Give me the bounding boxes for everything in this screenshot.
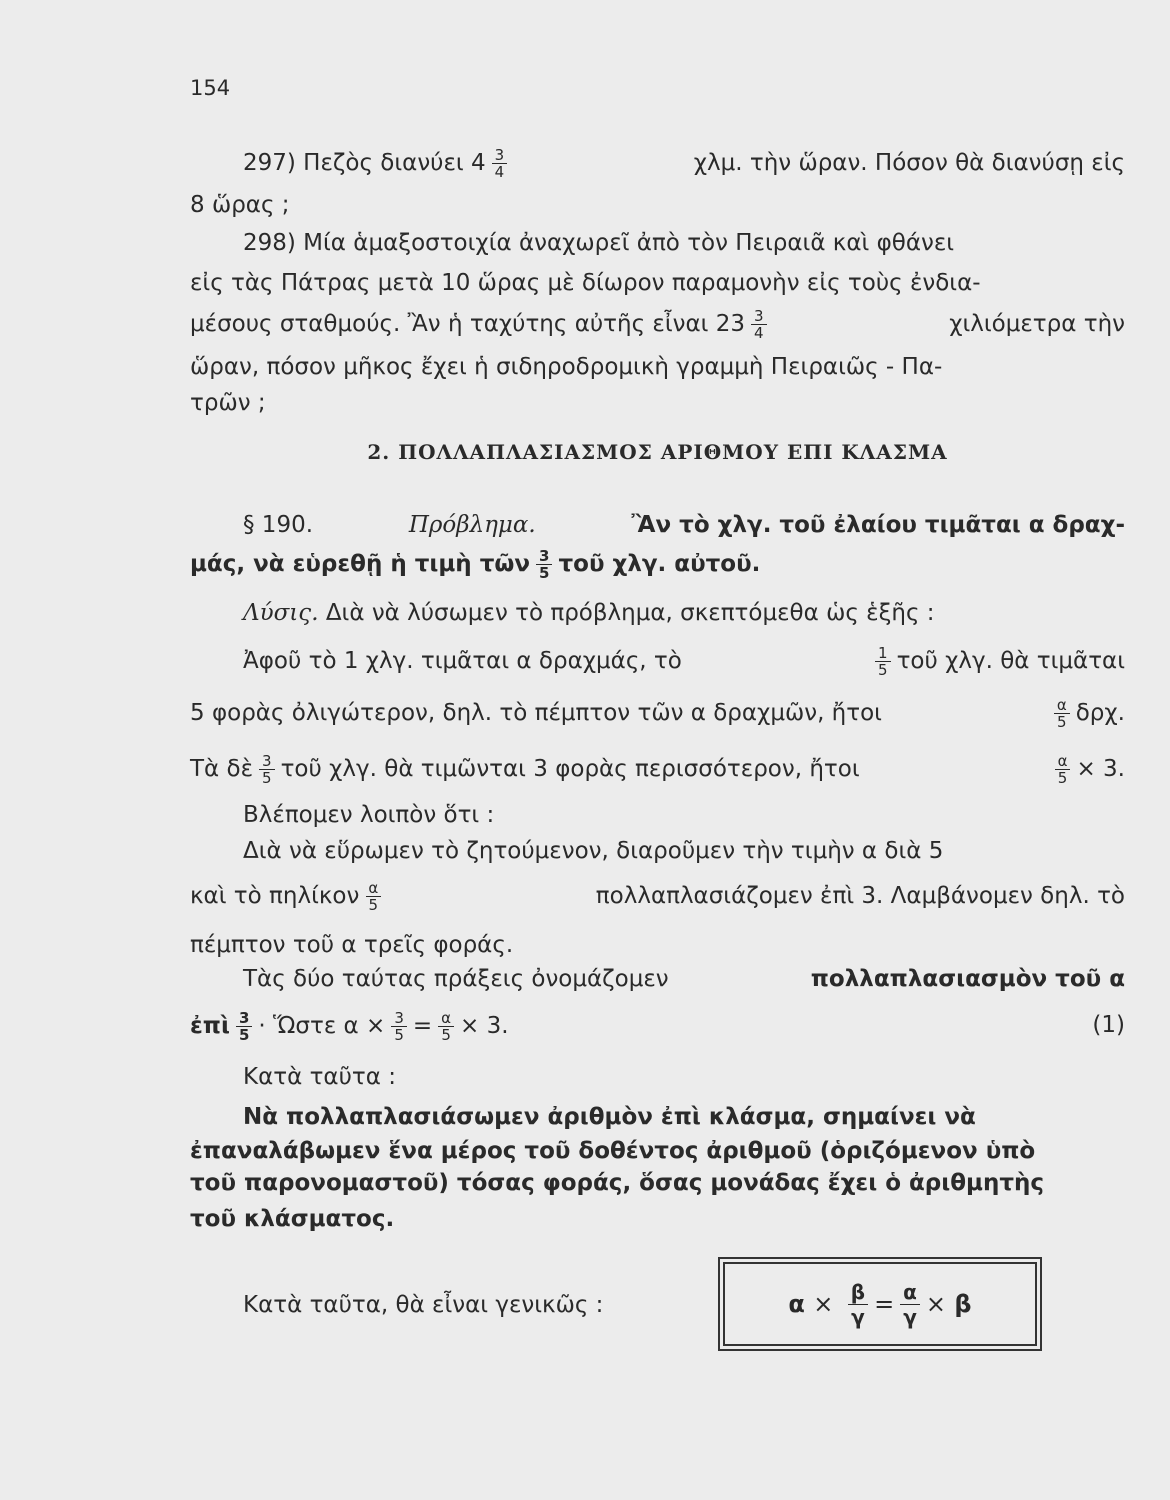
conclusion-line1: Βλέπομεν λοιπὸν ὅτι : — [243, 802, 495, 828]
solution-line2: Ἀφοῦ τὸ 1 χλγ. τιμᾶται α δραχμάς, τὸ $\frac{1}{5}$ τοῦ χλγ. θὰ τιμᾶται — [243, 644, 1125, 679]
fraction: $\frac{3}{5}$ — [236, 1010, 252, 1043]
general-text: Κατὰ ταῦτα, θὰ εἶναι γενικῶς : — [243, 1292, 604, 1318]
exercise-298-line2: εἰς τὰς Πάτρας μετὰ 10 ὥρας μὲ δίωρον παραμονὴν εἰς τοὺς ἐνδια- — [190, 270, 981, 296]
rule-line1: Νὰ πολλαπλασιάσωμεν ἀριθμὸν ἐπὶ κλάσμα, σημαίνει νὰ — [243, 1104, 976, 1130]
solution-line4: Τὰ δὲ $\frac{3}{5}$ τοῦ χλγ. θὰ τιμῶνται 3 φορὰς περισσότερον, ἤτοι $\frac{\alpha}{5}$ × 3. — [190, 752, 1125, 787]
exercise-297-line2: 8 ὥρας ; — [190, 192, 290, 218]
rule-line3: τοῦ παρονομαστοῦ) τόσας φοράς, ὅσας μονάδας ἔχει ὁ ἀριθμητὴς — [190, 1170, 1045, 1196]
conclusion-line3: καὶ τὸ πηλίκον $\frac{\alpha}{5}$ πολλαπλασιάζομεν ἐπὶ 3. Λαμβάνομεν δηλ. τὸ — [190, 879, 1125, 914]
conclusion-line5: Τὰς δύο ταύτας πράξεις ὀνομάζομεν πολλαπλασιασμὸν τοῦ α — [243, 966, 1125, 992]
conclusion-line4: πέμπτον τοῦ α τρεῖς φοράς. — [190, 932, 514, 958]
fraction: $\frac{3}{4}$ — [492, 147, 508, 180]
exercise-298-line1: 298) Μία ἁμαξοστοιχία ἀναχωρεῖ ἀπὸ τὸν Πειραιᾶ καὶ φθάνει — [243, 230, 955, 256]
problem-190-line1: § 190. Πρόβλημα. Ἂν τὸ χλγ. τοῦ ἐλαίου τιμᾶται α δραχ- — [243, 512, 1125, 538]
equation-number: (1) — [1092, 1012, 1125, 1038]
fraction: $\frac{\alpha}{5}$ — [438, 1010, 454, 1043]
rule-line2: ἐπαναλάβωμεν ἕνα μέρος τοῦ δοθέντος ἀριθμοῦ (ὁριζόμενον ὑπὸ — [190, 1138, 1036, 1164]
rule-line4: τοῦ κλάσματος. — [190, 1206, 395, 1232]
fraction: $\frac{\alpha}{5}$ — [1054, 697, 1070, 730]
fraction: $\frac{\alpha}{5}$ — [365, 880, 381, 913]
fraction: $\frac{3}{5}$ — [259, 753, 275, 786]
fraction: $\frac{\beta}{\gamma}$ — [848, 1280, 868, 1329]
exercise-298-line5: τρῶν ; — [190, 390, 266, 416]
text: χλμ. τὴν ὥραν. Πόσον θὰ διανύσῃ εἰς — [693, 150, 1125, 176]
page-number: 154 — [190, 76, 231, 100]
fraction: $\frac{\alpha}{5}$ — [1055, 753, 1071, 786]
exercise-298-line3: μέσους σταθμούς. Ἂν ἡ ταχύτης αὐτῆς εἶναι 23 $\frac{3}{4}$ χιλιόμετρα τὴν — [190, 307, 1125, 342]
exercise-297-line1 — [243, 147, 1125, 180]
conclusion-line2: Διὰ νὰ εὕρωμεν τὸ ζητούμενον, διαροῦμεν τὴν τιμὴν α διὰ 5 — [243, 838, 944, 864]
fraction: $\frac{3}{5}$ — [536, 548, 552, 581]
fraction: $\frac{1}{5}$ — [875, 645, 891, 678]
solution-line3: 5 φορὰς ὀλιγώτερον, δηλ. τὸ πέμπτον τῶν α δραχμῶν, ἤτοι $\frac{\alpha}{5}$ δρχ. — [190, 696, 1125, 731]
solution-line1: Λύσις. Διὰ νὰ λύσωμεν τὸ πρόβλημα, σκεπτόμεθα ὡς ἑξῆς : — [243, 600, 935, 626]
text: 297) Πεζὸς διανύει 4 — [243, 150, 486, 176]
rule-intro: Κατὰ ταῦτα : — [243, 1064, 396, 1090]
section-heading: 2. ΠΟΛΛΑΠΛΑΣΙΑΣΜΟΣ ΑΡΙΘΜΟΥ ΕΠΙ ΚΛΑΣΜΑ — [367, 440, 948, 464]
formula-box: α × $\frac{\beta}{\gamma}$ = $\frac{\alpha}{\gamma}$ × β — [718, 1257, 1042, 1351]
fraction: $\frac{\alpha}{\gamma}$ — [900, 1280, 920, 1329]
fraction: $\frac{3}{5}$ — [391, 1010, 407, 1043]
exercise-298-line4: ὥραν, πόσον μῆκος ἔχει ἡ σιδηροδρομικὴ γραμμὴ Πειραιῶς - Πα- — [190, 354, 943, 380]
fraction: $\frac{3}{4}$ — [751, 308, 767, 341]
problem-190-line2: μάς, νὰ εὑρεθῇ ἡ τιμὴ τῶν $\frac{3}{5}$ τοῦ χλγ. αὐτοῦ. — [190, 547, 761, 582]
conclusion-line6: ἐπὶ $\frac{3}{5}$ · Ὥστε α × $\frac{3}{5}$ = $\frac{\alpha}{5}$ × 3. (1) — [190, 1009, 1125, 1044]
